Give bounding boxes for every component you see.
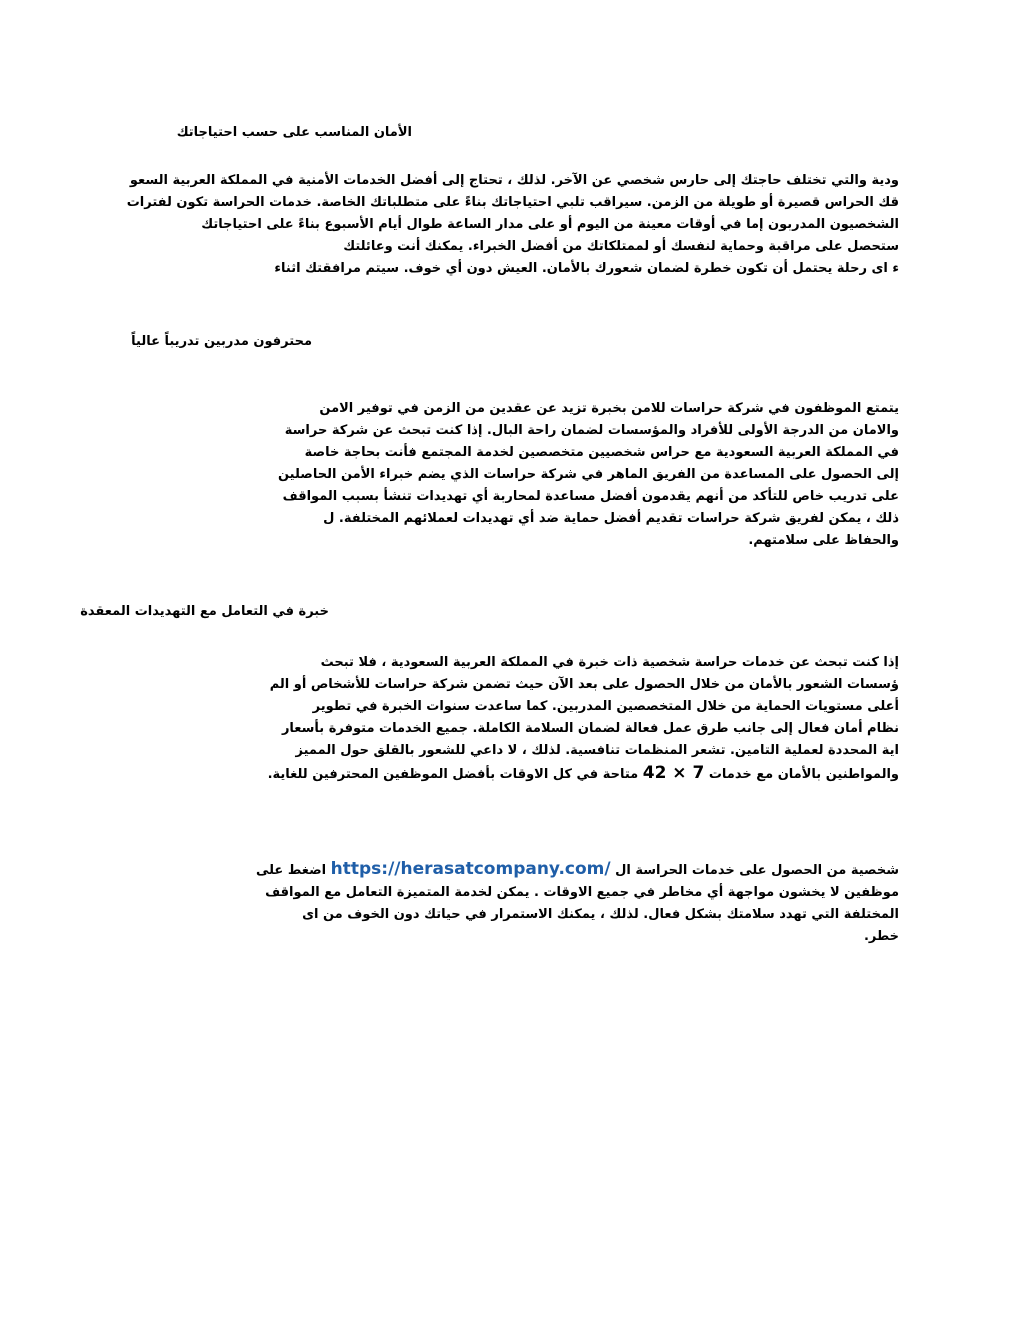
paragraph-line: ء اى رحلة يحتمل أن تكون خطرة لضمان شعورك بالأمان. العيش دون أي خوف. سيتم مرافقتك اثناء (274, 261, 899, 276)
company-website-link[interactable]: https://herasatcompany.com/ (330, 859, 611, 879)
section-heading-security: الأمان المناسب على حسب احتياجاتك (176, 125, 412, 140)
paragraph-line: المختلفة التي تهدد سلامتك بشكل فعال. لذلك ، يمكنك الاستمرار في حياتك دون الخوف من اى (302, 907, 899, 922)
paragraph-line: على تدريب خاص للتأكد من أنهم يقدمون أفضل مساعدة لمحاربة أي تهديدات تنشأ بسبب المواقف (282, 489, 899, 504)
service-hours-number: 42 × 7 (642, 763, 705, 783)
paragraph-contact (124, 858, 899, 948)
paragraph-line: الشخصيون المدربون إما في أوقات معينة من اليوم أو على مدار الساعة طوال أيام الأسبوع بناءً على احتياجاتك (201, 217, 899, 232)
paragraph-line: يتمتع الموظفون في شركة حراسات للامن بخبرة تزيد عن عقدين من الزمن في توفير الامن (319, 401, 899, 416)
paragraph-complex-threats (124, 652, 899, 786)
paragraph-line: موظفين لا يخشون مواجهة أي مخاطر في جميع الاوقات . يمكن لخدمة المتميزة التعامل مع المواقف (265, 885, 899, 900)
paragraph-line: قك الحراس قصيرة أو طويلة من الزمن. سيراقب تلبي احتياجاتك بناءً على متطلباتك الخاصة. خدمات الحراسة تكون لفترات (126, 195, 899, 210)
paragraph-line: نظام أمان فعال إلى جانب طرق عمل فعالة لضمان السلامة الكاملة. جميع الخدمات متوفرة بأسعار (281, 721, 899, 736)
paragraph-security-needs (124, 170, 899, 280)
paragraph-line (124, 762, 899, 786)
section-heading-trained: محترفون مدربين تدريباً عالياً (131, 334, 312, 349)
line-text: شخصية من الحصول على خدمات الحراسة ال (615, 863, 899, 878)
paragraph-line: خطر. (863, 929, 899, 944)
paragraph-line: أعلى مستويات الحماية من خلال المتخصصين المدربين. كما ساعدت سنوات الخبرة في تطوير (312, 699, 899, 714)
paragraph-line: اية المحددة لعملية التامين. تشعر المنظمات تنافسية. لذلك ، لا داعي للشعور بالقلق حول المميز (295, 743, 899, 758)
paragraph-line: ذلك ، يمكن لفريق شركة حراسات تقديم أفضل حماية ضد أي تهديدات لعملائهم المختلفة. ل (323, 511, 899, 526)
paragraph-trained-professionals (124, 398, 899, 552)
paragraph-line: إذا كنت تبحث عن خدمات حراسة شخصية ذات خبرة في المملكة العربية السعودية ، فلا تبحث (320, 655, 899, 670)
section-heading-experience: خبرة في التعامل مع التهديدات المعقدة (80, 604, 329, 619)
paragraph-line: والحفاظ على سلامتهم. (748, 533, 899, 548)
paragraph-line: والامان من الدرجة الأولى للأفراد والمؤسسات لضمان راحة البال. إذا كنت تبحث عن شركة حراسة (284, 423, 899, 438)
paragraph-line: ودية والتي تختلف حاجتك إلى حارس شخصي عن الآخر. لذلك ، تحتاج إلى أفضل الخدمات الأمنية في المملكة العربية السعو (129, 173, 899, 188)
paragraph-line: إلى الحصول على المساعدة من الفريق الماهر في شركة حراسات الذي يضم خبراء الأمن الحاصلين (277, 467, 899, 482)
paragraph-line: ؤسسات الشعور بالأمان من خلال الحصول على بعد الآن حيث تضمن شركة حراسات للأشخاص أو الم (269, 677, 899, 692)
line-text: والمواطنين بالأمان مع خدمات (708, 767, 899, 782)
paragraph-line: في المملكة العربية السعودية مع حراس شخصيين متخصصين لخدمة المجتمع فأنت بحاجة خاصة (304, 445, 899, 460)
paragraph-line: ستحصل على مراقبة وحماية لنفسك أو لممتلكاتك من أفضل الخبراء. يمكنك أنت وعائلتك (343, 239, 899, 254)
paragraph-line (124, 858, 899, 882)
line-text: متاحة في كل الاوقات بأفضل الموظفين المحترفين للغاية. (267, 767, 639, 782)
line-text: اضغط على (255, 863, 327, 878)
